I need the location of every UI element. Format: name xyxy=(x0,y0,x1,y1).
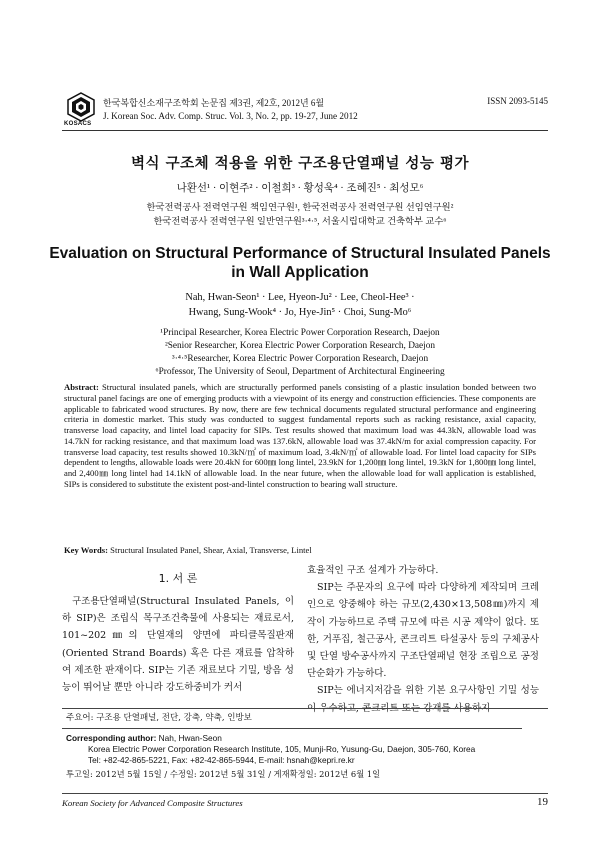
header-divider xyxy=(62,130,548,131)
issn: ISSN 2093-5145 xyxy=(487,96,548,106)
korean-keywords: 주요어: 구조용 단열패널, 전단, 강축, 약축, 인방보 xyxy=(66,713,252,723)
keywords-label: Key Words: xyxy=(64,545,109,555)
logo-text: KOSACS xyxy=(64,121,92,127)
title-english: in Wall Application xyxy=(231,264,369,281)
footer-divider xyxy=(62,793,548,794)
paragraph: SIP는 주문자의 요구에 따라 다양하게 제작되며 크레인으로 양중해야 하는 규모(2,430×13,508㎜)까지 제작이 가능하므로 주택 규모에 따른 시공 제약이 없다. 또한, 거푸집, 철근공사, 콘크리트 타설공사 등의 구체공사 및 단열 방수공사까지 구조단열패널 현장 조립으로 공정 단순화가 가능하다. xyxy=(307,582,539,680)
corresponding-address: Korea Electric Power Corporation Research Institute, 105, Munji-Ro, Yusung-Gu, Daejon, 305-760, Korea xyxy=(88,744,476,754)
page-number: 19 xyxy=(537,796,548,808)
journal-logo xyxy=(66,92,96,124)
paragraph: 구조용단열패널(Structural Insulated Panels, 이하 SIP)은 조립식 목구조건축물에 사용되는 재료로서, 101~202㎜의 단열재의 양면에 파티클목질판재(Oriented Strand Boards) 혹은 다른 재료를 압착하여 제조한 판재이다. SIP는 기존 재료보다 기밀, 방음 성능이 뛰어날 뿐만 아니라 강도하중비가 커서 xyxy=(62,596,294,694)
title-korean: 벽식 구조체 적용을 위한 구조용단열패널 성능 평가 xyxy=(131,156,469,172)
title-english: Evaluation on Structural Performance of Structural Insulated Panels xyxy=(49,245,551,262)
keywords-text: Structural Insulated Panel, Shear, Axial, Transverse, Lintel xyxy=(110,545,312,555)
affiliation-english: ³·⁴·⁵Researcher, Korea Electric Power Corporation Research, Daejon xyxy=(171,354,429,364)
corresponding-author xyxy=(66,733,475,766)
footnote-divider xyxy=(62,708,548,709)
keywords xyxy=(64,545,536,555)
paragraph: 효율적인 구조 설계가 가능하다. xyxy=(307,565,439,576)
authors-korean: 나환선¹ · 이현주² · 이철희³ · 황성욱⁴ · 조혜진⁵ · 최성모⁶ xyxy=(176,183,424,194)
affiliation-korean: 한국전력공사 전력연구원 일반연구원³·⁴·⁵, 서울시립대학교 건축학부 교수⁶ xyxy=(153,217,447,227)
corresponding-name: Nah, Hwan-Seon xyxy=(156,733,222,743)
affiliation-english: ⁶Professor, The University of Seoul, Department of Architectural Engineering xyxy=(155,367,445,377)
journal-name-english: J. Korean Soc. Adv. Comp. Struc. Vol. 3, No. 2, pp. 19-27, June 2012 xyxy=(103,111,358,121)
corresponding-contact: Tel: +82-42-865-5221, Fax: +82-42-865-5944, E-mail: hsnah@kepri.re.kr xyxy=(88,755,355,765)
affiliation-korean: 한국전력공사 전력연구원 책임연구원¹, 한국전력공사 전력연구원 선임연구원² xyxy=(146,203,454,213)
authors-english: Hwang, Sung-Wook⁴ · Jo, Hye-Jin⁵ · Choi, Sung-Mo⁶ xyxy=(188,307,412,318)
abstract-label: Abstract: xyxy=(64,382,99,392)
authors-english: Nah, Hwan-Seon¹ · Lee, Hyeon-Ju² · Lee, Cheol-Hee³ · xyxy=(185,292,415,303)
submission-dates: 투고일: 2012년 5월 15일 / 수정일: 2012년 5월 31일 / 게재확정일: 2012년 6월 1일 xyxy=(66,769,381,779)
footer-society: Korean Society for Advanced Composite Structures xyxy=(62,798,243,808)
abstract-text: Structural insulated panels, which are structurally performed panels consisting of a plastic insulation bonded between two structural panel facings are one of emerging products with a viewpoint of its energy and construction efficiencies. These components are applicable to fabricated wood structures. By now, there are few technical documents regulated structural performance and engineering criteria in domestic market. This study was conducted to suggest fundamental reports such as racking resistance, axial capacity, transverse load capacity, and lintel load capacity for SIPs. Test results showed that maximum load was 44.3kN, allowable load was 14.7kN for racking resistance, and that maximum load was 137.6kN, allowable load was 37.4kN/m for axial compression capacity. For transverse load capacity, test results showed 10.3kN/㎡ of maximum load, 3.4kN/㎡ of allowable load. For lintel load capacity for SIPs dependent to lengths, allowable loads were 20.4kN for 600㎜ long lintel, 23.9kN for 1,200㎜ long lintel, 19.3kN for 1,800㎜ long lintel, and 2,400㎜ long lintel had 14.1kN of allowable load. In the near future, when the allowable load for wall application is established, SIPs is considered to substitute the existent post-and-lintel construction to bearing wall structure. xyxy=(64,382,537,489)
section-heading: 1. 서 론 xyxy=(158,572,198,585)
paragraph: SIP는 에너지저감을 위한 기본 요구사항인 기밀 성능이 우수하고, 콘크리트 또는 강재를 사용하지 xyxy=(307,685,539,714)
affiliation-english: ²Senior Researcher, Korea Electric Power Corporation Research, Daejon xyxy=(164,341,436,351)
corresponding-label: Corresponding author: xyxy=(66,733,157,743)
left-column xyxy=(62,562,294,696)
journal-name-korean: 한국복합신소재구조학회 논문집 제3권, 제2호, 2012년 6월 xyxy=(103,98,325,108)
corresponding-divider xyxy=(62,728,522,729)
right-column xyxy=(307,562,539,717)
affiliation-english: ¹Principal Researcher, Korea Electric Power Corporation Research, Daejon xyxy=(160,328,440,338)
abstract xyxy=(64,382,536,490)
